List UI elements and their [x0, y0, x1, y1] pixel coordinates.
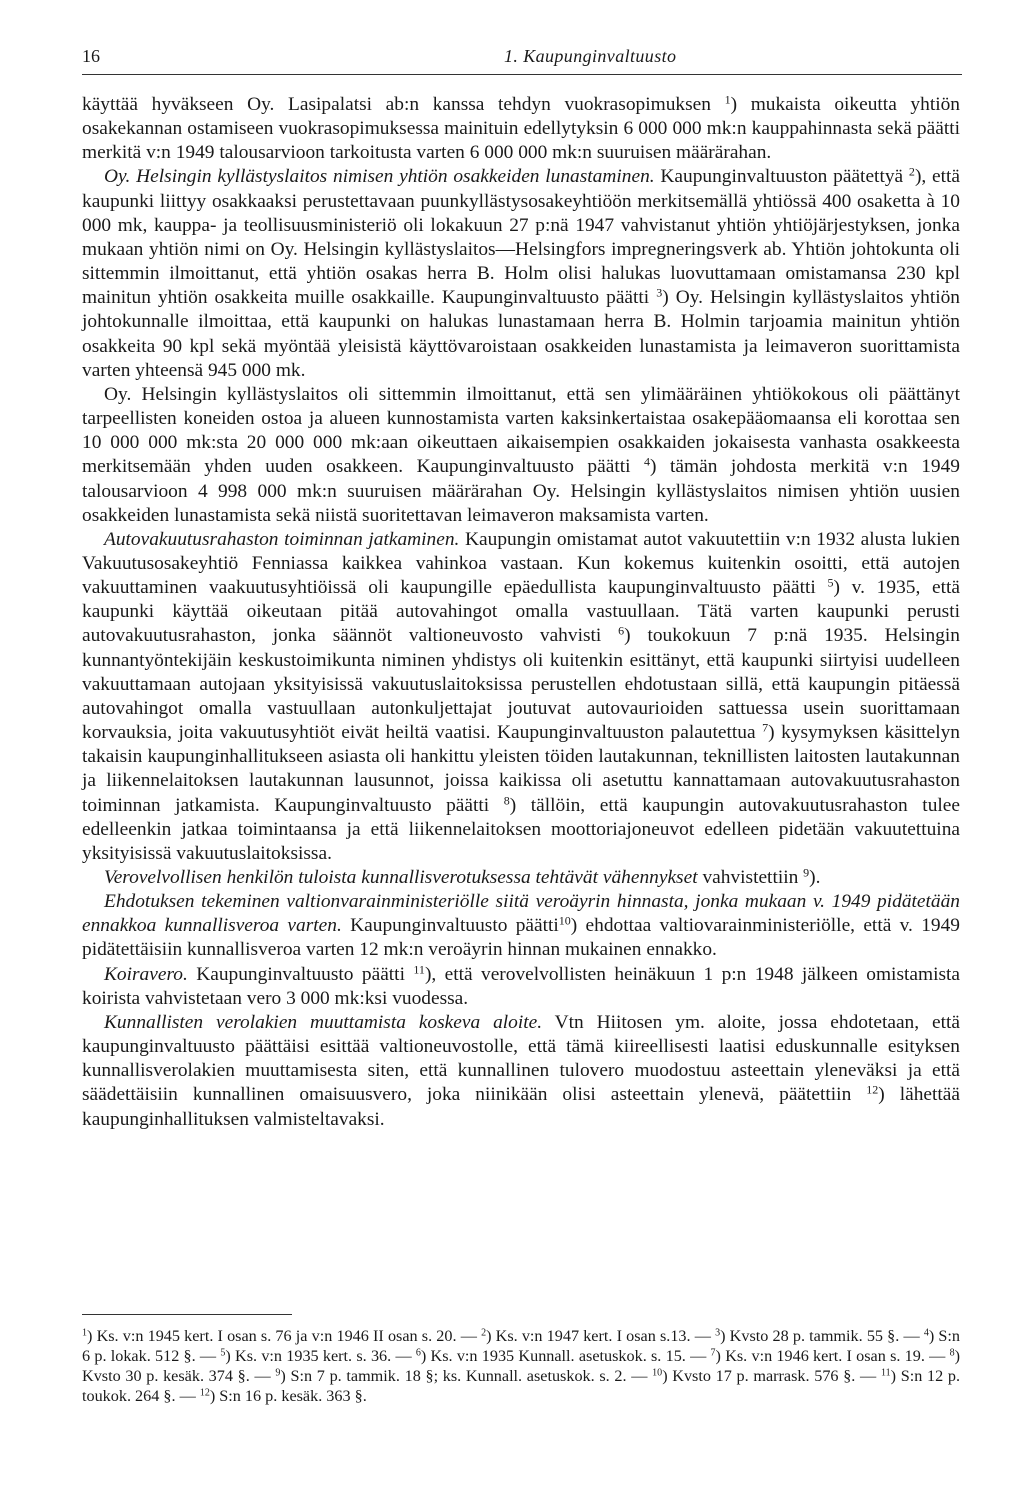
footnote-ref: 3 — [656, 285, 663, 300]
text-run: ) Oy. Helsingin kyllästyslaitos yhtiön johtokunnalle ilmoittaa, että kaupunki on halukas lunastamaan herra B. Holmin tarjoamia mainitun yhtiön osakkeita 90 kpl sekä myöntää yleisistä käyttövaroistaan osakkeiden lunastamista ja leimaveron suorittamista varten yhteensä 945 000 mk. — [82, 287, 960, 381]
footnote-ref: 6 — [618, 623, 625, 638]
section-heading: Kunnallisten verolakien muuttamista koskeva aloite. — [104, 1011, 543, 1033]
paragraph — [82, 1011, 960, 1132]
paragraph — [82, 866, 960, 890]
text-run: ) ehdottaa valtiovarainministeriölle, että v. 1949 pidätettäisiin kunnallisveroa varten 12 mk:n veroäyrin hinnan mukainen ennakko. — [82, 915, 960, 961]
footnote-ref: 4 — [644, 454, 651, 469]
footnote-ref: 1 — [724, 92, 731, 107]
section-heading: Oy. Helsingin kyllästyslaitos nimisen yhtiön osakkeiden lunastaminen. — [104, 166, 655, 188]
text-run: ) S:n 6 p. lokak. 512 §. — — [82, 1327, 960, 1365]
text-run: ) Ks. v:n 1935 Kunnall. asetuskok. s. 15. — — [420, 1347, 711, 1365]
header-rule — [82, 74, 962, 75]
footnote-ref: 6 — [415, 1347, 421, 1359]
page-header — [82, 46, 962, 70]
text-run: ) Ks. v:n 1945 kert. I osan s. 76 ja v:n 1946 II osan s. 20. — — [87, 1327, 482, 1345]
text-run: ) kysymyksen käsittelyn takaisin kaupunginhallitukseen asiasta oli hankittu yleisten töiden lautakunnan, teknillisten laitosten lautakunnan ja liikennelaitoksen lautakunnan lausunnot, joissa kaikissa oli asetuttu kannattamaan autovakuutusrahaston toiminnan jatkamista. Kaupunginvaltuusto päätti — [82, 722, 960, 816]
section-heading: Verovelvollisen henkilön tuloista kunnallisverotuksessa tehtävät vähennykset — [104, 867, 698, 888]
footnote-rule — [82, 1314, 292, 1315]
paragraph — [82, 890, 960, 962]
text-run: ) Kvsto 17 p. marrask. 576 §. — — [662, 1367, 881, 1385]
text-run: ) toukokuun 7 p:nä 1935. Helsingin kunnantyöntekijäin keskustoimikunta niminen yhdistys oli kuitenkin esittänyt, että kaupunki siirtyisi uudelleen vakuuttamaan autojaan yksityisissä vakuutuslaitoksissa perustellen ehdotustaan sillä, että kaupungin pitäessä autovahingot omalla vastuullaan autonkuljettajat joutuvat autovaurioiden sattuessa usein suorittamaan korvauksia, joita vakuutusyhtiöt eivät heiltä vaatisi. Kaupunginvaltuuston palautettua — [82, 625, 960, 744]
running-title: 1. Kaupunginvaltuusto — [504, 46, 677, 66]
text-run: ) mukaista oikeutta yhtiön osakekannan ostamiseen vuokrasopimuksessa mainituin edellytyksin 6 000 000 mk:n kauppahinnasta sekä päätti merkitä v:n 1949 talousarvioon tarkoitusta varten 6 000 000 mk:n suuruisen määrärahan. — [82, 94, 960, 164]
text-run: ) Ks. v:n 1946 kert. I osan s. 19. — — [715, 1347, 950, 1365]
paragraph — [82, 93, 960, 165]
footnote-ref: 8 — [503, 792, 510, 807]
text-run: ) Ks. v:n 1947 kert. I osan s.13. — — [486, 1327, 716, 1345]
footnote-ref: 4 — [923, 1327, 929, 1339]
footnote-ref: 2 — [481, 1327, 487, 1339]
text-run: käyttää hyväkseen Oy. Lasipalatsi ab:n kanssa tehdyn vuokrasopimuksen — [82, 94, 725, 115]
text-run: Kaupungin omistamat autot vakuutettiin v:n 1932 alusta lukien Vakuutusosakeyhtiö Fenniassa kaikkea vahinkoa vastaan. Kun kokemus kuitenkin osoitti, että autojen vakuuttaminen vaakuutusyhtiöissä oli kaupungille epäedullista kaupunginvaltuusto päätti — [82, 528, 960, 599]
text-run: ). — [809, 867, 821, 888]
text-run: ) v. 1935, että kaupunki käyttää oikeutaan pitää autovahingot omalla vastuullaan. Tätä varten kaupunki perusti autovakuutusrahaston, jonka säännöt valtioneuvosto vahvisti — [82, 577, 961, 647]
text-run: Kaupunginvaltuusto päätti — [341, 915, 559, 937]
footnote-ref: 11 — [413, 962, 425, 977]
text-run: ) Kvsto 30 p. kesäk. 374 §. — — [82, 1347, 961, 1385]
text-run: ) lähettää kaupunginhallituksen valmisteltavaksi. — [82, 1084, 960, 1130]
section-heading: Autovakuutusrahaston toiminnan jatkaminen. — [104, 528, 460, 550]
footnote-ref: 3 — [715, 1327, 721, 1339]
text-run: ) tämän johdosta merkitä v:n 1949 talousarvioon 4 998 000 mk:n suuruisen määrärahan Oy. Helsingin kyllästyslaitos nimisen yhtiön uusien osakkeiden lunastamista sekä niistä suoritettavan leimaveron maksamista varten. — [82, 456, 960, 526]
footnote-ref: 11 — [880, 1367, 891, 1379]
text-run: ), että verovelvollisten heinäkuun 1 p:n 1948 jälkeen omistamista koirista vahvistetaan vero 3 000 mk:ksi vuodessa. — [82, 963, 960, 1009]
text-run: ) S:n 7 p. tammik. 18 §; ks. Kunnall. asetuskok. s. 2. — — [280, 1367, 653, 1385]
footnote-ref: 2 — [908, 164, 915, 179]
footnote-ref: 8 — [949, 1347, 955, 1359]
text-run: ) tällöin, että kaupungin autovakuutusrahaston tulee edelleenkin jatkaa toimintaansa ja että liikennelaitoksen moottoriajoneuvot edelleen pidetään vakuutettuina yksityisissä vakuutuslaitoksissa. — [82, 794, 960, 864]
text-run: ) S:n 16 p. kesäk. 363 §. — [209, 1387, 367, 1405]
paragraph — [82, 528, 960, 866]
footnote-ref: 9 — [275, 1367, 281, 1379]
footnote-ref: 5 — [220, 1347, 226, 1359]
footnotes — [82, 1326, 960, 1406]
text-run: ), että kaupunki liittyy osakkaaksi perustettavaan puunkyllästysosakeyhtiöön merkitsemällä yhtiössä 400 osaketta à 10 000 mk, kauppa- ja teollisuusministeriö oli lokakuun 27 p:nä 1947 vahvistanut yhtiön yhtiöjärjestyksen, jonka mukaan yhtiön nimi on Oy. Helsingin kyllästyslaitos—Helsingfors impregneringsverk ab. Yhtiön johtokunta oli sittemmin ilmoittanut, että yhtiön osakas herra B. Holm olisi halukas luovuttamaan omistamansa 230 kpl mainitun yhtiön osakkeita muille osakkaille. Kaupunginvaltuusto päätti — [82, 166, 961, 309]
footnote-ref: 5 — [827, 575, 834, 590]
section-heading: Koiravero. — [104, 963, 188, 985]
footnote-ref: 12 — [199, 1387, 210, 1399]
text-run: Vtn Hiitosen ym. aloite, jossa ehdotetaan, että kaupunginvaltuusto päättäisi esittää valtioneuvostolle, että tämä kiireellisesti laatisi eduskunnalle esityksen kunnallisverolakien muuttamisesta siten, että kunnallinen tulovero muodostuu asteettain yleneväksi ja että säädettäisiin kunnallinen omaisuusvero, joka niinikään olisi asteettain ylenevä, päätettiin — [82, 1011, 960, 1106]
footnote-ref: 1 — [82, 1327, 88, 1339]
footnote-ref: 9 — [803, 865, 810, 880]
text-run: Oy. Helsingin kyllästyslaitos oli sittemmin ilmoittanut, että sen ylimääräinen yhtiökokous oli päättänyt tarpeellisten koneiden ostoa ja alueen kunnostamista varten kaksinkertaistaa osakepääomaansa eli korottaa sen 10 000 000 mk:sta 20 000 000 mk:aan oikeuttaen aikaisempien osakkaiden jokaisesta vanhasta osakkeesta merkitsemään yhden uuden osakkeen. Kaupunginvaltuusto päätti — [82, 383, 960, 478]
text-run: ) Kvsto 28 p. tammik. 55 §. — — [720, 1327, 924, 1345]
paragraph — [82, 963, 960, 1011]
section-heading: Ehdotuksen tekeminen valtionvarainministeriölle siitä veroäyrin hinnasta, jonka mukaan v. 1949 pidätetään ennakkoa kunnallisveroa varten. — [82, 891, 960, 937]
text-run: ) S:n 12 p. toukok. 264 §. — — [82, 1367, 961, 1405]
footnote-ref: 7 — [710, 1347, 716, 1359]
paragraph — [82, 383, 960, 528]
text-run: Kaupunginvaltuusto päätti — [187, 963, 414, 985]
text-run: vahvistettiin — [697, 867, 804, 888]
footnote-ref: 12 — [866, 1082, 879, 1097]
text-run: ) Ks. v:n 1935 kert. s. 36. — — [225, 1347, 416, 1365]
footnote-ref: 10 — [652, 1367, 663, 1379]
text-run: Kaupunginvaltuuston päätettyä — [654, 166, 909, 188]
body-text — [82, 93, 960, 1132]
footnote-ref: 7 — [762, 720, 769, 735]
paragraph — [82, 165, 960, 382]
footnote-ref: 10 — [558, 913, 571, 928]
page-number: 16 — [82, 46, 100, 66]
